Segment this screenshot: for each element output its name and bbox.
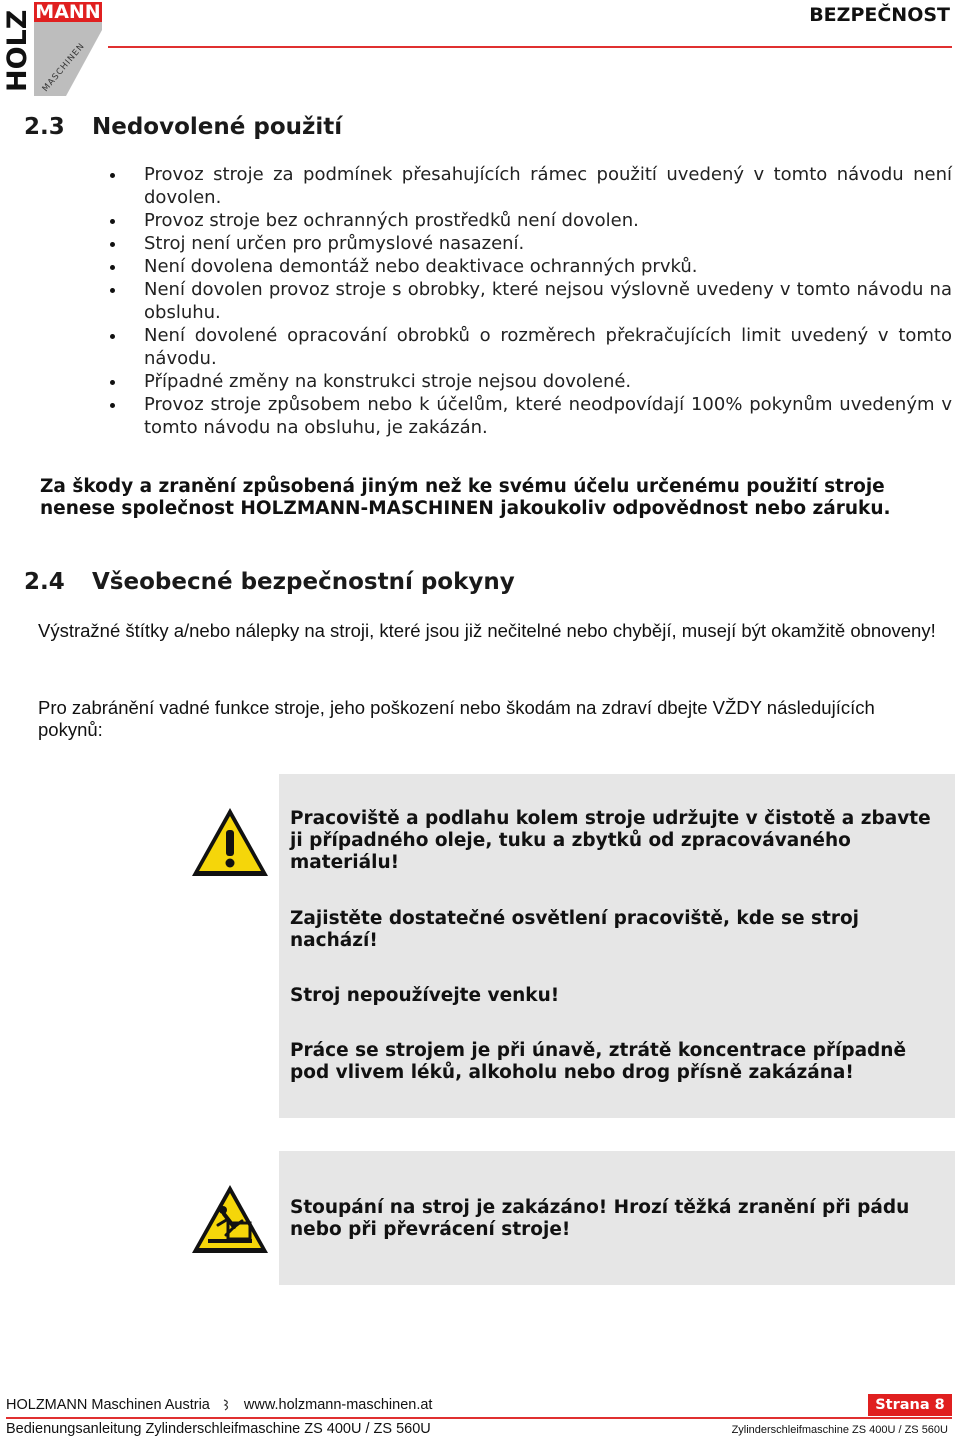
warning-labels-paragraph: Výstražné štítky a/nebo nálepky na stroji, které jsou již nečitelné nebo chybějí, musejí být okamžitě obnoveny! — [38, 620, 936, 641]
list-item: Není dovolené opracování obrobků o rozměrech překračujících limit uvedený v tomto návodu. — [110, 324, 952, 370]
liability-note: Za škody a zranění způsobená jiným než ke svému účelu určenému použití stroje nenese společnost HOLZMANN-MASCHINEN jakoukoliv odpovědnost nebo záruku. — [40, 476, 891, 519]
safety-panel-2 — [279, 1151, 955, 1285]
footer-company-name: HOLZMANN Maschinen Austria — [6, 1397, 210, 1413]
footer-manual-short: Zylinderschleifmaschine ZS 400U / ZS 560U — [731, 1424, 948, 1436]
footer-manual-title: Bedienungsanleitung Zylinderschleifmaschine ZS 400U / ZS 560U — [6, 1421, 431, 1437]
prohibited-use-list — [110, 163, 952, 439]
warning-fall-icon — [190, 1183, 270, 1255]
header-title: BEZPEČNOST — [809, 4, 950, 26]
footer-website-link[interactable]: www.holzmann-maschinen.at — [243, 1397, 433, 1413]
svg-text:HOLZ: HOLZ — [4, 9, 33, 92]
section-number: 2.3 — [24, 114, 65, 140]
footer-divider — [6, 1417, 952, 1419]
panel-text: Práce se strojem je při únavě, ztrátě koncentrace případně pod vlivem léků, alkoholu nebo drog přísně zakázána! — [290, 1040, 907, 1083]
section-24-heading — [24, 569, 515, 595]
warning-exclamation-icon — [190, 806, 270, 878]
separator-icon — [222, 1399, 232, 1411]
list-item: Provoz stroje za podmínek přesahujících rámec použití uvedený v tomto návodu není dovolen. — [110, 163, 952, 209]
list-item: Není dovolen provoz stroje s obrobky, které nejsou výslovně uvedeny v tomto návodu na obsluhu. — [110, 278, 952, 324]
section-title: Nedovolené použití — [92, 114, 343, 140]
list-item: Provoz stroje způsobem nebo k účelům, které neodpovídají 100% pokynům uvedeným v tomto návodu na obsluhu, je zakázán. — [110, 393, 952, 439]
panel-text: Stoupání na stroj je zakázáno! Hrozí těžká zranění při pádu nebo při převrácení stroje! — [290, 1197, 910, 1240]
instructions-intro-paragraph: Pro zabránění vadné funkce stroje, jeho poškození nebo škodám na zdraví dbejte VŽDY následujících pokynů: — [38, 697, 875, 740]
panel-text: Stroj nepoužívejte venku! — [290, 985, 560, 1006]
list-item: Stroj není určen pro průmyslové nasazení. — [110, 232, 952, 255]
list-item: Případné změny na konstrukci stroje nejsou dovolené. — [110, 370, 952, 393]
page-number-badge: Strana 8 — [868, 1394, 952, 1416]
list-item: Provoz stroje bez ochranných prostředků není dovolen. — [110, 209, 952, 232]
panel-text: Pracoviště a podlahu kolem stroje udržujte v čistotě a zbavte ji případného oleje, tuku a zbytků od zpracovávaného materiálu! — [290, 808, 931, 873]
svg-text:MASCHINEN: MASCHINEN — [40, 41, 88, 94]
panel-text: Zajistěte dostatečné osvětlení pracoviště, kde se stroj nachází! — [290, 908, 859, 951]
safety-panel-1 — [279, 774, 955, 1118]
list-item: Není dovolena demontáž nebo deaktivace ochranných prvků. — [110, 255, 952, 278]
holzmann-logo — [4, 0, 104, 100]
section-23-heading — [24, 114, 342, 140]
svg-text:MANN: MANN — [35, 1, 101, 23]
header-divider — [108, 46, 952, 48]
footer-company — [6, 1397, 432, 1413]
section-title: Všeobecné bezpečnostní pokyny — [92, 569, 515, 595]
section-number: 2.4 — [24, 569, 65, 595]
